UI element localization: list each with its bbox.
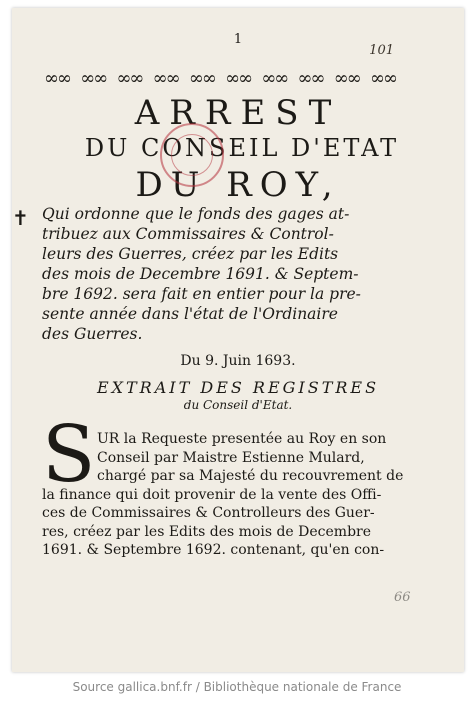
extract-title: EXTRAIT DES REGISTRES bbox=[96, 378, 380, 397]
body-line: UR la Requeste presentée au Roy en son bbox=[97, 431, 387, 447]
summary-line: leurs des Guerres, créez par les Edits bbox=[42, 245, 339, 263]
ornament-glyph-icon: ∞∞ bbox=[80, 68, 107, 89]
ornament-glyph-icon: ∞∞ bbox=[188, 68, 215, 89]
body-line: la finance qui doit provenir de la vente des Offi- bbox=[42, 486, 382, 503]
document-page bbox=[12, 8, 464, 672]
library-stamp-inner-ring bbox=[171, 134, 213, 176]
ornament-glyph-icon: ∞∞ bbox=[116, 68, 143, 89]
body-line: 1691. & Septembre 1692. contenant, qu'en con- bbox=[42, 542, 385, 558]
title-roy: DU ROY, bbox=[135, 165, 341, 205]
folio-number: 101 bbox=[369, 43, 394, 58]
summary-line: bre 1692. sera fait en entier pour la pre- bbox=[42, 285, 361, 303]
summary-line: des mois de Decembre 1691. & Septem- bbox=[42, 265, 359, 283]
body-line: res, créez par les Edits des mois de Decembre bbox=[42, 523, 372, 540]
title-conseil: DU CONSEIL D'ETAT bbox=[84, 134, 400, 162]
summary-line: sente année dans l'état de l'Ordinaire bbox=[42, 305, 338, 323]
source-credit: Source gallica.bnf.fr / Bibliothèque nationale de France bbox=[72, 680, 402, 694]
body-line: Conseil par Maistre Estienne Mulard, bbox=[97, 449, 365, 466]
ornament-band bbox=[44, 68, 396, 90]
summary-line: Qui ordonne que le fonds des gages at- bbox=[42, 205, 350, 223]
extract-subtitle: du Conseil d'Etat. bbox=[183, 398, 293, 412]
summary-line: tribuez aux Commissaires & Control- bbox=[42, 225, 334, 243]
ornament-glyph-icon: ∞∞ bbox=[44, 68, 70, 89]
ornament-glyph-icon: ∞∞ bbox=[261, 68, 288, 89]
pencil-annotation: 66 bbox=[394, 590, 411, 605]
drop-cap: S bbox=[42, 410, 96, 500]
body-text bbox=[42, 430, 448, 560]
margin-cross-mark: ✝ bbox=[12, 206, 29, 230]
decree-date: Du 9. Juin 1693. bbox=[180, 353, 296, 369]
body-line: ces de Commissaires & Controlleurs des Guer- bbox=[42, 505, 375, 521]
library-stamp-icon bbox=[160, 123, 224, 187]
ornament-glyph-icon: ∞∞ bbox=[152, 68, 179, 89]
ornament-glyph-icon: ∞∞ bbox=[225, 68, 252, 89]
summary-line: des Guerres. bbox=[42, 325, 143, 343]
body-line: chargé par sa Majesté du recouvrement de bbox=[97, 468, 404, 484]
ornament-glyph-icon: ∞∞ bbox=[297, 68, 324, 89]
page-number: 1 bbox=[233, 32, 243, 47]
summary-text bbox=[42, 204, 448, 344]
ornament-glyph-icon: ∞∞ bbox=[333, 68, 360, 89]
ornament-glyph-icon: ∞∞ bbox=[369, 68, 396, 89]
title-arrest: ARREST bbox=[134, 93, 342, 133]
